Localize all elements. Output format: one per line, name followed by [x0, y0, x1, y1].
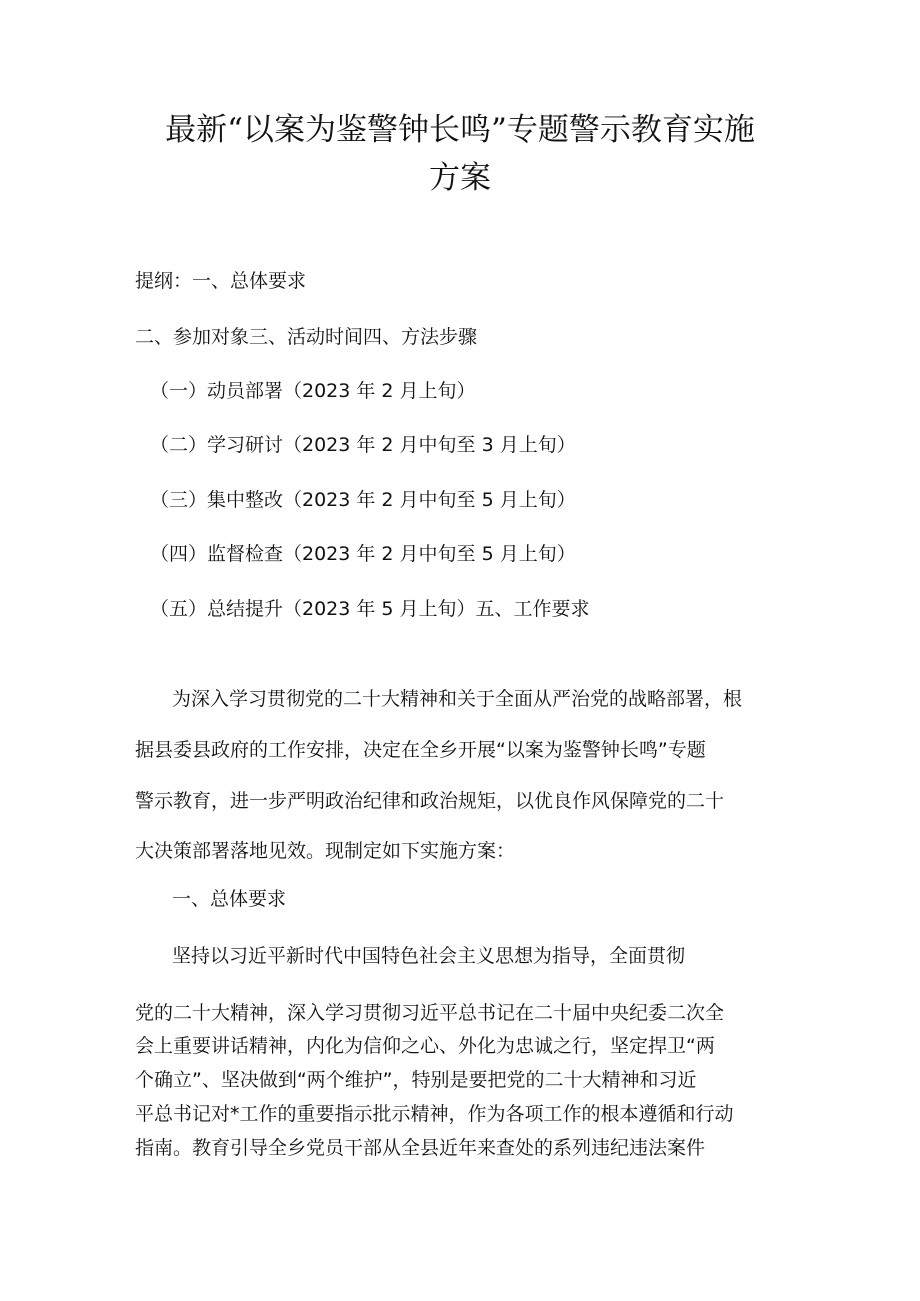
outline-step-1: （一）动员部署（2023 年 2 月上旬） [150, 380, 476, 402]
section-1-line-4: 个确立”、坚决做到“两个维护”，特别是要把党的二十大精神和习近 [135, 1069, 697, 1091]
outline-step-4: （四）监督检查（2023 年 2 月中旬至 5 月上旬） [150, 543, 576, 565]
intro-line-2: 据县委县政府的工作安排，决定在全乡开展“以案为鉴警钟长鸣”专题 [135, 739, 706, 761]
outline-step-2: （二）学习研讨（2023 年 2 月中旬至 3 月上旬） [150, 434, 576, 456]
intro-line-4: 大决策部署落地见效。现制定如下实施方案： [135, 840, 516, 862]
outline-step-5: （五）总结提升（2023 年 5 月上旬）五、工作要求 [150, 598, 590, 620]
intro-line-3: 警示教育，进一步严明政治纪律和政治规矩，以优良作风保障党的二十 [135, 790, 725, 812]
section-1-line-2: 党的二十大精神，深入学习贯彻习近平总书记在二十届中央纪委二次全 [135, 1002, 725, 1024]
section-1-line-6: 指南。教育引导全乡党员干部从全县近年来查处的系列违纪违法案件 [135, 1137, 706, 1159]
outline-line-1: 提纲：一、总体要求 [135, 270, 307, 292]
outline-line-2: 二、参加对象三、活动时间四、方法步骤 [135, 326, 478, 348]
intro-line-1: 为深入学习贯彻党的二十大精神和关于全面从严治党的战略部署，根 [172, 688, 743, 710]
section-1-line-5: 平总书记对*工作的重要指示批示精神，作为各项工作的根本遵循和行动 [135, 1103, 734, 1125]
section-1-line-1: 坚持以习近平新时代中国特色社会主义思想为指导，全面贯彻 [172, 945, 686, 967]
document-title-line-1: 最新“以案为鉴警钟长鸣”专题警示教育实施 [165, 112, 755, 148]
section-1-line-3: 会上重要讲话精神，内化为信仰之心、外化为忠诚之行，坚定捍卫“两 [135, 1035, 715, 1057]
document-title-line-2: 方案 [429, 160, 491, 196]
section-1-heading: 一、总体要求 [172, 888, 287, 910]
outline-step-3: （三）集中整改（2023 年 2 月中旬至 5 月上旬） [150, 489, 576, 511]
